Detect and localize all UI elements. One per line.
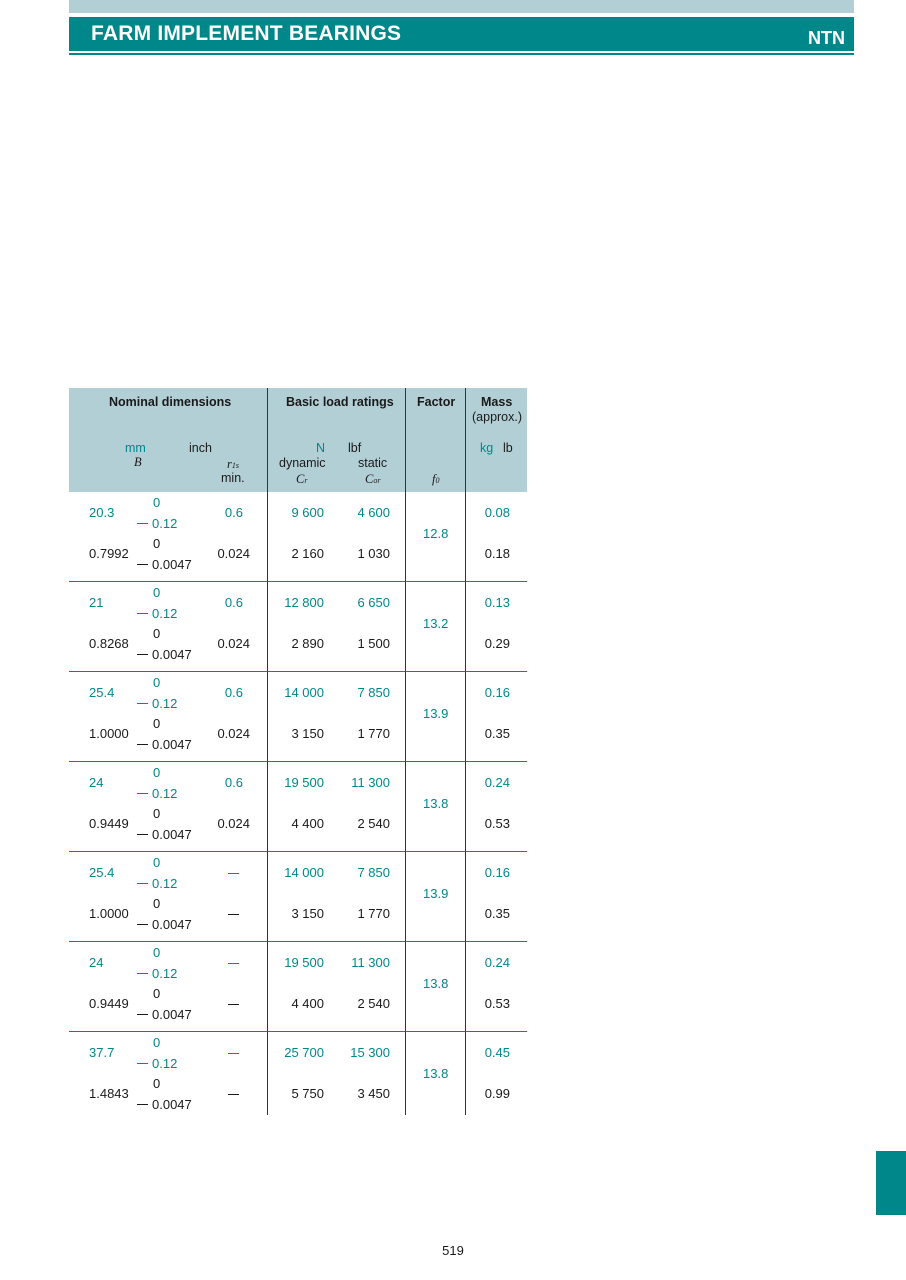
r-mm: 0.6 <box>224 505 243 520</box>
tol-inch-top: 0 <box>153 1076 161 1091</box>
column-divider <box>465 388 466 1115</box>
b-inch: 1.0000 <box>89 726 129 741</box>
mass-lb: 0.18 <box>484 546 510 561</box>
r-inch <box>228 996 239 1011</box>
b-mm: 25.4 <box>89 865 115 880</box>
r-mm <box>228 955 239 970</box>
cor-lbf: 2 540 <box>357 996 390 1011</box>
tol-mm-top: 0 <box>153 675 161 690</box>
mass-lb: 0.35 <box>484 906 510 921</box>
mass-kg: 0.08 <box>484 505 510 520</box>
page-number: 519 <box>442 1243 464 1258</box>
tol-inch-bot-value: 0.0047 <box>152 917 192 932</box>
cr-lbf: 4 400 <box>291 816 324 831</box>
minus-icon <box>137 834 148 835</box>
header-mass: Mass <box>481 395 513 409</box>
tol-mm-bot-value: 0.12 <box>152 966 178 981</box>
cor-lbf: 3 450 <box>357 1086 390 1101</box>
mass-lb: 0.53 <box>484 816 510 831</box>
minus-icon <box>137 793 148 794</box>
b-inch: 1.0000 <box>89 906 129 921</box>
symbol-cor-sub: or <box>373 476 381 485</box>
b-mm: 24 <box>89 775 104 790</box>
tol-mm-top: 0 <box>153 945 161 960</box>
mass-lb: 0.35 <box>484 726 510 741</box>
symbol-r-sub: 1s <box>231 461 239 470</box>
factor-f0: 12.8 <box>423 526 449 541</box>
unit-lbf: lbf <box>348 441 362 455</box>
tol-inch-bot <box>137 1097 192 1112</box>
cr-lbf: 3 150 <box>291 726 324 741</box>
label-static: static <box>358 456 388 470</box>
table-row-group <box>69 672 527 762</box>
r-mm: 0.6 <box>224 595 243 610</box>
table-row-group <box>69 852 527 942</box>
dash-icon <box>228 1094 239 1095</box>
tol-inch-bot <box>137 827 192 842</box>
tol-mm-bot-value: 0.12 <box>152 1056 178 1071</box>
mass-kg: 0.16 <box>484 865 510 880</box>
title-bar <box>69 17 854 51</box>
cor-n: 4 600 <box>357 505 390 520</box>
cr-lbf: 4 400 <box>291 996 324 1011</box>
b-mm: 37.7 <box>89 1045 115 1060</box>
mass-kg: 0.24 <box>484 955 510 970</box>
table-header <box>69 388 527 492</box>
table-row-group <box>69 942 527 1032</box>
table-row-group <box>69 1032 527 1121</box>
dash-icon <box>228 1004 239 1005</box>
minus-icon <box>137 613 148 614</box>
table-row-group <box>69 582 527 672</box>
b-mm: 25.4 <box>89 685 115 700</box>
top-stripe <box>69 0 854 13</box>
cor-lbf: 2 540 <box>357 816 390 831</box>
factor-f0: 13.9 <box>423 886 449 901</box>
tol-mm-bot <box>137 786 177 801</box>
unit-lb: lb <box>503 441 513 455</box>
table-row-group <box>69 492 527 582</box>
cr-lbf: 5 750 <box>291 1086 324 1101</box>
title-underline <box>69 53 854 55</box>
minus-icon <box>137 654 148 655</box>
b-mm: 21 <box>89 595 104 610</box>
dash-icon <box>228 963 239 964</box>
cor-n: 15 300 <box>350 1045 390 1060</box>
tol-inch-bot-value: 0.0047 <box>152 647 192 662</box>
unit-kg: kg <box>480 441 494 455</box>
dash-icon <box>228 1053 239 1054</box>
b-mm: 20.3 <box>89 505 115 520</box>
tol-mm-top: 0 <box>153 855 161 870</box>
factor-f0: 13.2 <box>423 616 449 631</box>
tol-mm-top: 0 <box>153 1035 161 1050</box>
table-body <box>69 492 527 1121</box>
column-divider <box>405 388 406 1115</box>
r-mm <box>228 865 239 880</box>
r-inch: 0.024 <box>217 816 250 831</box>
cr-n: 9 600 <box>291 505 324 520</box>
r-inch <box>228 1086 239 1101</box>
b-mm: 24 <box>89 955 104 970</box>
r-mm: 0.6 <box>224 685 243 700</box>
minus-icon <box>137 1104 148 1105</box>
mass-kg: 0.24 <box>484 775 510 790</box>
tol-mm-top: 0 <box>153 765 161 780</box>
tol-mm-bot <box>137 1056 177 1071</box>
tol-mm-bot <box>137 606 177 621</box>
r-inch <box>228 906 239 921</box>
symbol-f0 <box>432 472 439 487</box>
tol-inch-top: 0 <box>153 716 161 731</box>
tol-mm-top: 0 <box>153 495 161 510</box>
cr-n: 14 000 <box>284 865 324 880</box>
cor-lbf: 1 500 <box>357 636 390 651</box>
cor-n: 11 300 <box>351 775 390 790</box>
cr-n: 12 800 <box>284 595 324 610</box>
tol-mm-top: 0 <box>153 585 161 600</box>
tol-inch-bot <box>137 737 192 752</box>
mass-kg: 0.16 <box>484 685 510 700</box>
minus-icon <box>137 744 148 745</box>
cr-n: 19 500 <box>284 775 324 790</box>
section-tab <box>876 1151 906 1215</box>
header-nominal-dimensions: Nominal dimensions <box>109 395 232 409</box>
r-inch: 0.024 <box>217 726 250 741</box>
symbol-r: r <box>227 457 232 471</box>
mass-lb: 0.29 <box>484 636 510 651</box>
brand-logo: NTN <box>808 28 845 48</box>
tol-mm-bot <box>137 876 177 891</box>
symbol-b: B <box>134 455 142 469</box>
tol-mm-bot-value: 0.12 <box>152 606 178 621</box>
tol-mm-bot <box>137 696 177 711</box>
minus-icon <box>137 973 148 974</box>
tol-mm-bot-value: 0.12 <box>152 696 178 711</box>
tol-inch-bot <box>137 647 192 662</box>
factor-f0: 13.8 <box>423 1066 449 1081</box>
tol-inch-bot-value: 0.0047 <box>152 737 192 752</box>
b-inch: 0.7992 <box>89 546 129 561</box>
minus-icon <box>137 883 148 884</box>
page-title: FARM IMPLEMENT BEARINGS <box>91 22 402 45</box>
symbol-cr-sub: r <box>304 476 308 485</box>
cor-n: 11 300 <box>351 955 390 970</box>
r-mm <box>228 1045 239 1060</box>
r-mm: 0.6 <box>224 775 243 790</box>
cr-lbf: 3 150 <box>291 906 324 921</box>
tol-mm-bot-value: 0.12 <box>152 516 178 531</box>
cr-n: 25 700 <box>284 1045 324 1060</box>
tol-mm-bot <box>137 966 177 981</box>
tol-inch-top: 0 <box>153 536 161 551</box>
unit-inch: inch <box>189 441 212 455</box>
cor-n: 7 850 <box>357 685 390 700</box>
cr-lbf: 2 890 <box>291 636 324 651</box>
symbol-f: f <box>432 472 436 486</box>
minus-icon <box>137 523 148 524</box>
cr-n: 14 000 <box>284 685 324 700</box>
mass-lb: 0.53 <box>484 996 510 1011</box>
tol-inch-top: 0 <box>153 896 161 911</box>
symbol-cr <box>296 472 307 487</box>
tol-inch-bot-value: 0.0047 <box>152 1007 192 1022</box>
factor-f0: 13.8 <box>423 976 449 991</box>
cor-lbf: 1 030 <box>357 546 390 561</box>
minus-icon <box>137 703 148 704</box>
r-inch: 0.024 <box>217 546 250 561</box>
header-approx: (approx.) <box>472 410 523 424</box>
unit-mm: mm <box>125 441 146 455</box>
cor-n: 7 850 <box>357 865 390 880</box>
column-divider <box>267 388 268 1115</box>
b-inch: 0.8268 <box>89 636 129 651</box>
cor-lbf: 1 770 <box>357 726 390 741</box>
symbol-cor <box>365 472 380 487</box>
table-row-group <box>69 762 527 852</box>
tol-inch-bot <box>137 917 192 932</box>
tol-mm-bot-value: 0.12 <box>152 786 178 801</box>
tol-inch-bot-value: 0.0047 <box>152 557 192 572</box>
factor-f0: 13.8 <box>423 796 449 811</box>
minus-icon <box>137 1014 148 1015</box>
header-basic-load-ratings: Basic load ratings <box>286 395 394 409</box>
minus-icon <box>137 924 148 925</box>
dash-icon <box>228 873 239 874</box>
r-inch: 0.024 <box>217 636 250 651</box>
mass-kg: 0.45 <box>484 1045 510 1060</box>
mass-lb: 0.99 <box>484 1086 510 1101</box>
tol-inch-bot <box>137 1007 192 1022</box>
cor-n: 6 650 <box>357 595 390 610</box>
label-min: min. <box>221 471 245 485</box>
dash-icon <box>228 914 239 915</box>
tol-mm-bot-value: 0.12 <box>152 876 178 891</box>
tol-inch-bot <box>137 557 192 572</box>
minus-icon <box>137 1063 148 1064</box>
minus-icon <box>137 564 148 565</box>
cr-n: 19 500 <box>284 955 324 970</box>
symbol-r1s <box>227 457 239 472</box>
bearing-table <box>69 388 527 1121</box>
tol-inch-top: 0 <box>153 986 161 1001</box>
label-dynamic: dynamic <box>279 456 326 470</box>
tol-inch-bot-value: 0.0047 <box>152 1097 192 1112</box>
b-inch: 0.9449 <box>89 816 129 831</box>
cor-lbf: 1 770 <box>357 906 390 921</box>
mass-kg: 0.13 <box>484 595 510 610</box>
tol-inch-bot-value: 0.0047 <box>152 827 192 842</box>
unit-n: N <box>316 441 326 455</box>
b-inch: 0.9449 <box>89 996 129 1011</box>
factor-f0: 13.9 <box>423 706 449 721</box>
symbol-c: C <box>365 472 374 486</box>
tol-mm-bot <box>137 516 177 531</box>
symbol-c: C <box>296 472 305 486</box>
b-inch: 1.4843 <box>89 1086 129 1101</box>
symbol-f-sub: 0 <box>435 476 440 485</box>
tol-inch-top: 0 <box>153 626 161 641</box>
header-factor: Factor <box>417 395 456 409</box>
tol-inch-top: 0 <box>153 806 161 821</box>
cr-lbf: 2 160 <box>291 546 324 561</box>
